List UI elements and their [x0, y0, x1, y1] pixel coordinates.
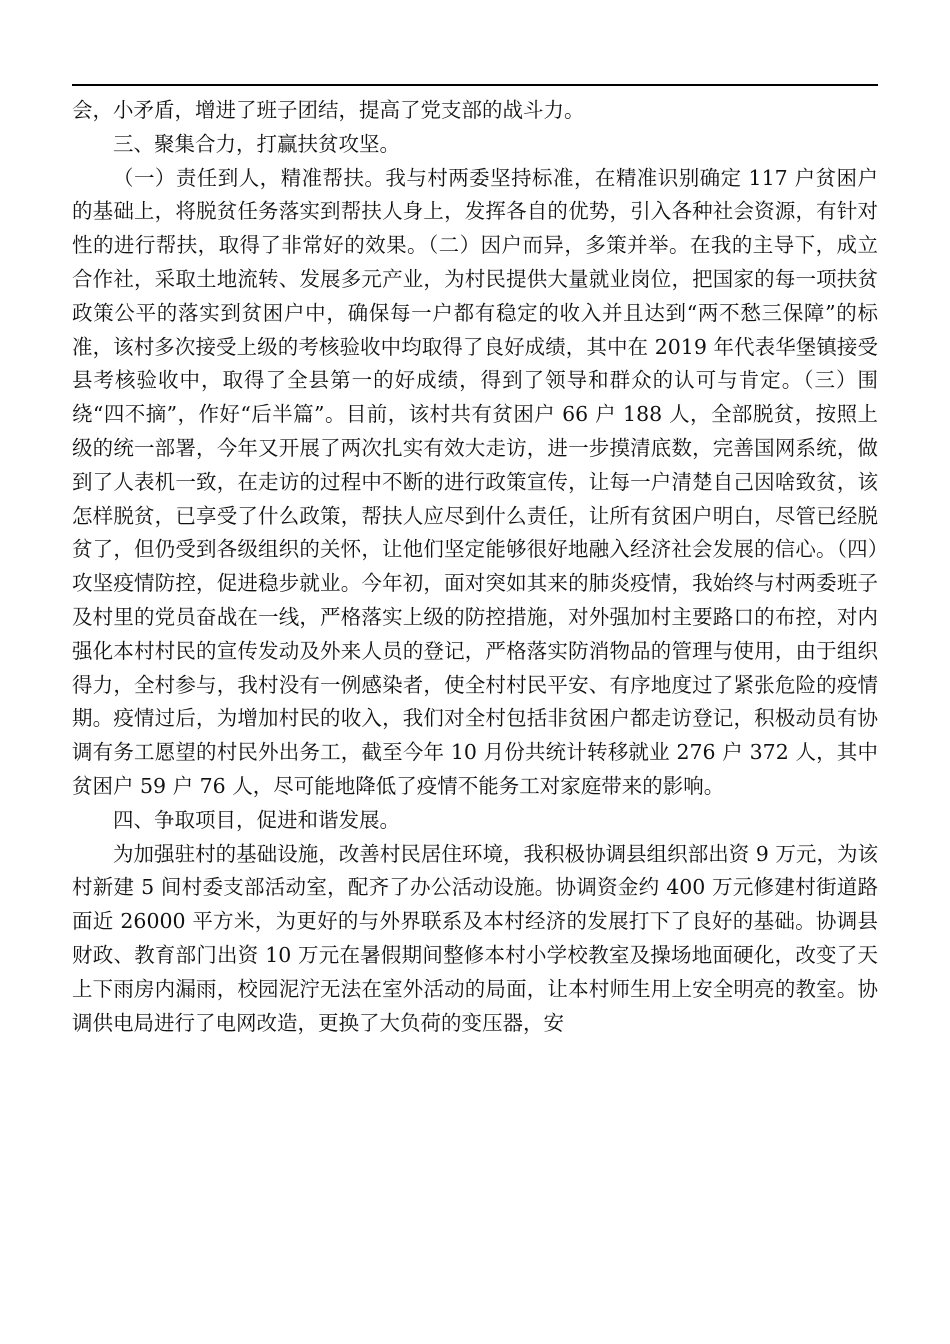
- section-heading-3: 三、聚集合力，打赢扶贫攻坚。: [113, 131, 400, 156]
- header-rule: [72, 84, 878, 86]
- section-heading-4: 四、争取项目，促进和谐发展。: [113, 807, 400, 832]
- paragraph-projects: 为加强驻村的基础设施，改善村民居住环境，我积极协调县组织部出资 9 万元，为该村新建 5 间村委支部活动室，配齐了办公活动设施。协调资金约 400 万元修建村街道路面近 26000 平方米，为更好的与外界联系及本村经济的发展打下了良好的基础。协调县财政、教育部门出资 10 万元在暑假期间整修本村小学校教室及操场地面硬化，改变了天上下雨房内漏雨，校园泥泞无法在室外活动的局面，让本村师生用上安全明亮的教室。协调供电局进行了电网改造，更换了大负荷的变压器，安: [72, 841, 878, 1035]
- paragraph-poverty-alleviation: （一）责任到人，精准帮扶。我与村两委坚持标准，在精准识别确定 117 户贫困户的基础上，将脱贫任务落实到帮扶人身上，发挥各自的优势，引入各种社会资源，有针对性的进行帮扶，取得了非常好的效果。（二）因户而异，多策并举。在我的主导下，成立合作社，采取土地流转、发展多元产业，为村民提供大量就业岗位，把国家的每一项扶贫政策公平的落实到贫困户中，确保每一户都有稳定的收入并且达到“两不愁三保障”的标准，该村多次接受上级的考核验收中均取得了良好成绩，其中在 2019 年代表华堡镇接受县考核验收中，取得了全县第一的好成绩，得到了领导和群众的认可与肯定。（三）围绕“四不摘”，作好“后半篇”。目前，该村共有贫困户 66 户 188 人，全部脱贫，按照上级的统一部署，今年又开展了两次扎实有效大走访，进一步摸清底数，完善国网系统，做到了人表机一致，在走访的过程中不断的进行政策宣传，让每一户清楚自己因啥致贫，该怎样脱贫，已享受了什么政策，帮扶人应尽到什么责任，让所有贫困户明白，尽管已经脱贫了，但仍受到各级组织的关怀，让他们坚定能够很好地融入经济社会发展的信心。（四）攻坚疫情防控，促进稳步就业。今年初，面对突如其来的肺炎疫情，我始终与村两委班子及村里的党员奋战在一线，严格落实上级的防控措施，对外强加村主要路口的布控，对内强化本村村民的宣传发动及外来人员的登记，严格落实防消物品的管理与使用，由于组织得力，全村参与，我村没有一例感染者，使全村村民平安、有序地度过了紧张危险的疫情期。疫情过后，为增加村民的收入，我们对全村包括非贫困户都走访登记，积极动员有协调有务工愿望的村民外出务工，截至今年 10 月份共统计转移就业 276 户 372 人，其中贫困户 59 户 76 人，尽可能地降低了疫情不能务工对家庭带来的影响。: [72, 165, 878, 798]
- paragraph-continuation: 会，小矛盾，增进了班子团结，提高了党支部的战斗力。: [72, 98, 585, 122]
- document-body: [72, 94, 878, 1040]
